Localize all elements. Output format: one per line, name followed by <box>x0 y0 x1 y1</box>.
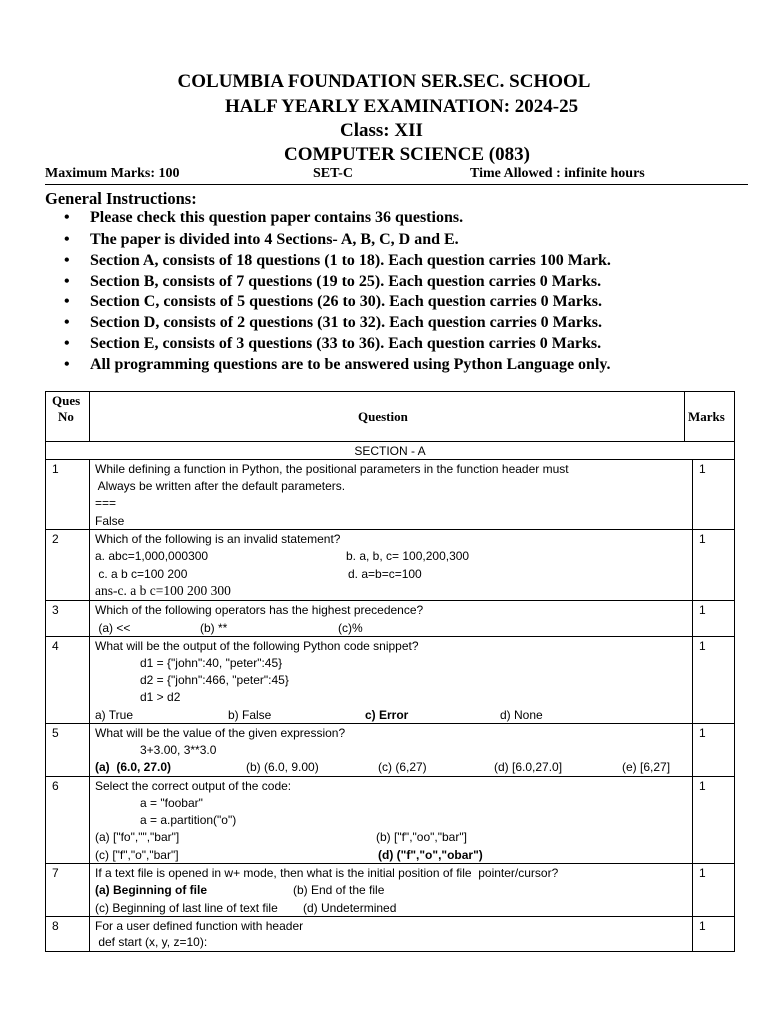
option-e: (e) [6,27] <box>622 760 671 774</box>
code-line: a = "foobar" <box>140 796 203 810</box>
option-a: (a) Beginning of file <box>95 883 207 897</box>
code-line: d2 = {"john":466, "peter":45} <box>140 673 289 687</box>
option-c: (c) (6,27) <box>378 760 427 774</box>
question-line: False <box>95 514 125 528</box>
question-number: 8 <box>52 919 59 933</box>
table-border <box>45 636 735 637</box>
instruction-item: • Section A, consists of 18 questions (1 to 18). Each question carries 100 Mark. <box>64 252 611 269</box>
question-number: 7 <box>52 866 59 880</box>
instruction-item: • Section D, consists of 2 questions (31 to 32). Each question carries 0 Marks. <box>64 314 602 331</box>
table-border <box>45 391 46 952</box>
expression-line: 3+3.00, 3**3.0 <box>140 743 217 757</box>
answer-line: ans-c. a b c=100 200 300 <box>95 583 231 598</box>
question-number: 4 <box>52 639 59 653</box>
option-b: (b) ** <box>200 621 228 635</box>
option-c: c) Error <box>365 708 409 722</box>
table-border <box>89 459 90 952</box>
table-border <box>45 723 735 724</box>
question-text: What will be the output of the following Python code snippet? <box>95 639 419 653</box>
question-marks: 1 <box>699 726 706 740</box>
table-border <box>45 951 735 952</box>
option-b: b) False <box>228 708 272 722</box>
table-border <box>45 863 735 864</box>
question-marks: 1 <box>699 532 706 546</box>
code-line: d1 = {"john":40, "peter":45} <box>140 656 283 670</box>
instruction-item: • Section B, consists of 7 questions (19 to 25). Each question carries 0 Marks. <box>64 273 602 290</box>
table-border <box>45 391 735 392</box>
code-line: a = a.partition("o") <box>140 813 237 827</box>
question-text: For a user defined function with header <box>95 919 304 933</box>
bullet-icon: • <box>64 273 70 290</box>
question-number: 6 <box>52 779 59 793</box>
bullet-icon: • <box>64 252 70 269</box>
instruction-item: • Please check this question paper contains 36 questions. <box>64 209 464 226</box>
question-line: === <box>95 496 117 510</box>
table-border <box>692 459 693 952</box>
option-c: c. a b c=100 200 <box>95 567 188 581</box>
option-a: (a) ["fo","","bar"] <box>95 830 180 844</box>
bullet-icon: • <box>64 231 70 248</box>
instruction-item: • The paper is divided into 4 Sections- A, B, C, D and E. <box>64 231 459 248</box>
table-border <box>89 391 90 441</box>
set-label: SET-C <box>313 166 353 181</box>
table-border <box>734 459 735 952</box>
col-header-no: No <box>58 409 74 424</box>
option-a: a) True <box>95 708 134 722</box>
question-marks: 1 <box>699 919 706 933</box>
instruction-item: • All programming questions are to be answered using Python Language only. <box>64 356 611 373</box>
question-text: While defining a function in Python, the positional parameters in the function header must <box>95 462 569 476</box>
table-border <box>45 441 735 442</box>
col-header-ques: Ques <box>52 393 81 408</box>
question-number: 1 <box>52 462 59 476</box>
option-d: (d) ("f","o","obar") <box>378 848 483 862</box>
question-marks: 1 <box>699 603 706 617</box>
col-header-marks: Marks <box>688 409 725 424</box>
option-b: (b) End of the file <box>293 883 385 897</box>
question-text: If a text file is opened in w+ mode, then what is the initial position of file pointer/cursor? <box>95 866 559 880</box>
question-text: Select the correct output of the code: <box>95 779 292 793</box>
subject-title: COMPUTER SCIENCE (083) <box>284 144 530 165</box>
class-label: Class: XII <box>340 120 423 141</box>
bullet-icon: • <box>64 335 70 352</box>
question-text: Which of the following operators has the highest precedence? <box>95 603 424 617</box>
table-border <box>45 529 735 530</box>
table-border <box>45 459 735 460</box>
option-d: d) None <box>500 708 543 722</box>
option-b: b. a, b, c= 100,200,300 <box>346 549 470 563</box>
option-b: (b) ["f","oo","bar"] <box>376 830 467 844</box>
table-border <box>45 776 735 777</box>
table-border <box>684 391 685 441</box>
option-d: (d) [6.0,27.0] <box>494 760 563 774</box>
header-rule <box>45 184 748 185</box>
option-c: (c)% <box>338 621 363 635</box>
section-header: SECTION - A <box>354 444 426 458</box>
table-border <box>45 916 735 917</box>
question-number: 2 <box>52 532 59 546</box>
bullet-icon: • <box>64 356 70 373</box>
question-marks: 1 <box>699 779 706 793</box>
option-c: (c) Beginning of last line of text file <box>95 901 278 915</box>
option-a: a. abc=1,000,000300 <box>95 549 209 563</box>
question-text: Which of the following is an invalid statement? <box>95 532 341 546</box>
col-header-question: Question <box>358 409 408 424</box>
instruction-item: • Section C, consists of 5 questions (26 to 30). Each question carries 0 Marks. <box>64 293 602 310</box>
instruction-item: • Section E, consists of 3 questions (33 to 36). Each question carries 0 Marks. <box>64 335 602 352</box>
max-marks: Maximum Marks: 100 <box>45 166 180 181</box>
table-border <box>734 391 735 441</box>
question-number: 5 <box>52 726 59 740</box>
bullet-icon: • <box>64 293 70 310</box>
exam-title: HALF YEARLY EXAMINATION: 2024-25 <box>225 96 579 117</box>
instructions-title: General Instructions: <box>45 189 197 208</box>
question-text: What will be the value of the given expression? <box>95 726 346 740</box>
option-b: (b) (6.0, 9.00) <box>246 760 319 774</box>
question-marks: 1 <box>699 866 706 880</box>
option-a: (a) << <box>95 621 131 635</box>
option-d: d. a=b=c=100 <box>348 567 422 581</box>
code-line: d1 > d2 <box>140 690 181 704</box>
option-d: (d) Undetermined <box>303 901 397 915</box>
bullet-icon: • <box>64 209 70 226</box>
question-number: 3 <box>52 603 59 617</box>
table-border <box>45 600 735 601</box>
option-c: (c) ["f","o","bar"] <box>95 848 179 862</box>
question-line: Always be written after the default parameters. <box>95 479 346 493</box>
school-name: COLUMBIA FOUNDATION SER.SEC. SCHOOL <box>177 71 591 92</box>
bullet-icon: • <box>64 314 70 331</box>
option-a: (a) (6.0, 27.0) <box>95 760 172 774</box>
time-allowed: Time Allowed : infinite hours <box>470 166 645 181</box>
question-marks: 1 <box>699 462 706 476</box>
code-line: def start (x, y, z=10): <box>95 935 208 949</box>
question-marks: 1 <box>699 639 706 653</box>
